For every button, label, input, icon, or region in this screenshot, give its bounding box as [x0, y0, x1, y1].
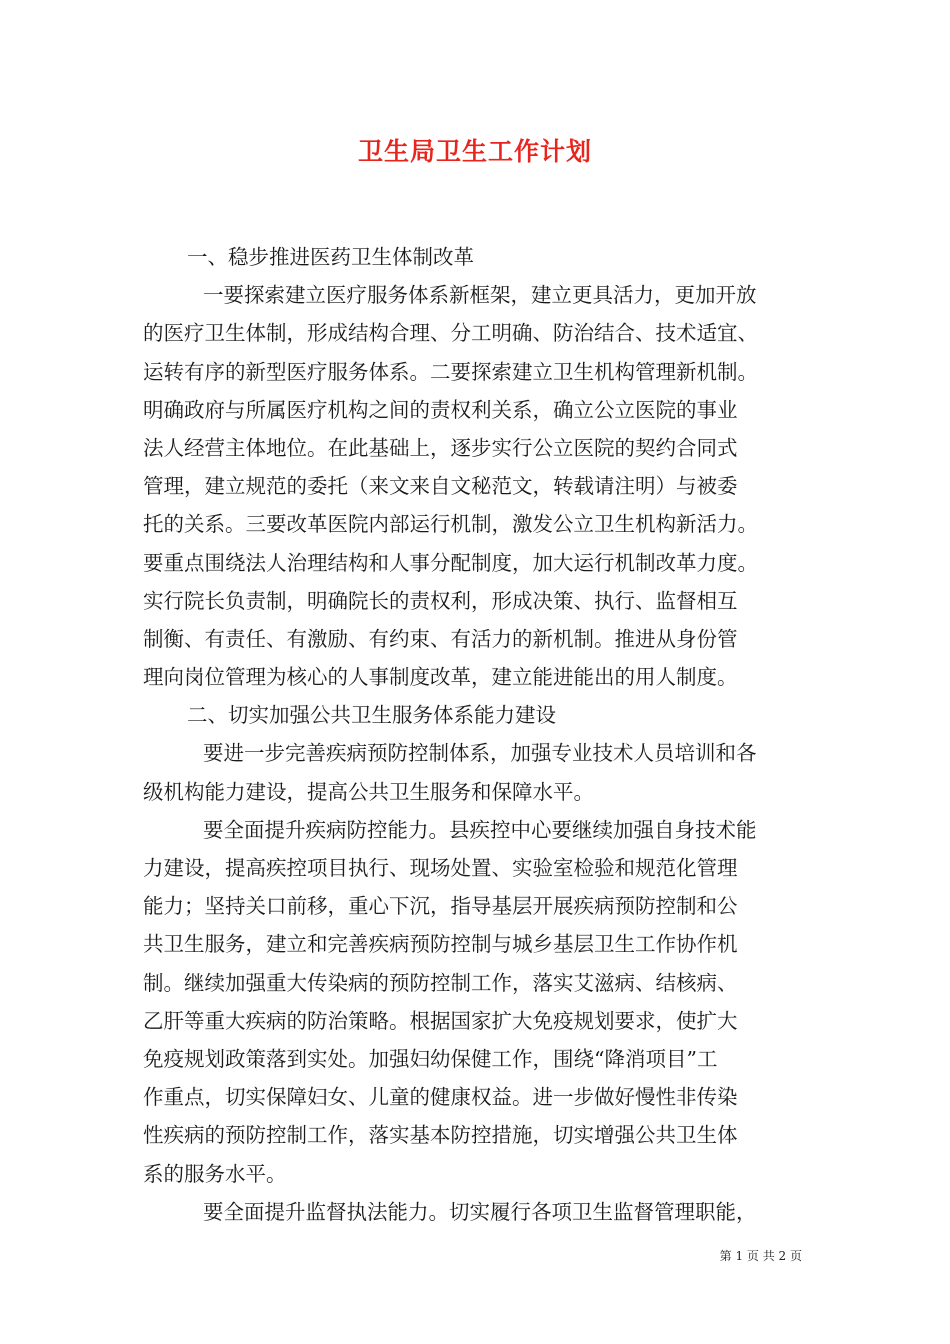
document-body	[143, 238, 807, 1231]
paragraph-line: 免疫规划政策落到实处。加强妇幼保健工作，围绕“降消项目”工	[143, 1046, 718, 1071]
section-heading-1: 一、稳步推进医药卫生体制改革	[187, 245, 474, 269]
paragraph-line: 系的服务水平。	[143, 1161, 287, 1186]
paragraph-line: 共卫生服务，建立和完善疾病预防控制与城乡基层卫生工作协作机	[143, 932, 738, 957]
paragraph-line: 实行院长负责制，明确院长的责权利，形成决策、执行、监督相互	[143, 588, 738, 613]
paragraph-line: 要进一步完善疾病预防控制体系，加强专业技术人员培训和各	[203, 741, 757, 766]
paragraph-line: 作重点，切实保障妇女、儿童的健康权益。进一步做好慢性非传染	[143, 1085, 738, 1110]
paragraph-line: 制衡、有责任、有激励、有约束、有活力的新机制。推进从身份管	[143, 626, 738, 651]
paragraph-line: 明确政府与所属医疗机构之间的责权利关系，确立公立医院的事业	[143, 397, 738, 422]
page-number: 第 1 页 共 2 页	[719, 1249, 802, 1263]
paragraph-line: 一要探索建立医疗服务体系新框架，建立更具活力，更加开放	[203, 283, 757, 308]
paragraph-line: 性疾病的预防控制工作，落实基本防控措施，切实增强公共卫生体	[143, 1123, 738, 1148]
paragraph-line: 力建设，提高疾控项目执行、现场处置、实验室检验和规范化管理	[143, 856, 738, 880]
paragraph-line: 要重点围绕法人治理结构和人事分配制度，加大运行机制改革力度。	[143, 550, 758, 575]
paragraph-line: 乙肝等重大疾病的防治策略。根据国家扩大免疫规划要求，使扩大	[143, 1008, 738, 1033]
paragraph-line: 制。继续加强重大传染病的预防控制工作，落实艾滋病、结核病、	[143, 970, 738, 995]
paragraph-line: 要全面提升疾病防控能力。县疾控中心要继续加强自身技术能	[203, 817, 757, 842]
paragraph-line: 管理，建立规范的委托（来文来自文秘范文，转载请注明）与被委	[143, 474, 738, 499]
document-title: 卫生局卫生工作计划	[357, 137, 592, 166]
section-heading-2: 二、切实加强公共卫生服务体系能力建设	[187, 703, 556, 728]
paragraph-line: 运转有序的新型医疗服务体系。二要探索建立卫生机构管理新机制。	[143, 359, 758, 384]
paragraph-line: 能力；坚持关口前移，重心下沉，指导基层开展疾病预防控制和公	[143, 894, 738, 919]
paragraph-line: 级机构能力建设，提高公共卫生服务和保障水平。	[143, 779, 594, 804]
paragraph-line: 理向岗位管理为核心的人事制度改革，建立能进能出的用人制度。	[143, 665, 738, 690]
paragraph-line: 法人经营主体地位。在此基础上，逐步实行公立医院的契约合同式	[143, 435, 738, 460]
paragraph-line: 要全面提升监督执法能力。切实履行各项卫生监督管理职能，	[203, 1199, 757, 1224]
paragraph-line: 托的关系。三要改革医院内部运行机制，激发公立卫生机构新活力。	[143, 512, 758, 537]
paragraph-line: 的医疗卫生体制，形成结构合理、分工明确、防治结合、技术适宜、	[143, 321, 758, 346]
